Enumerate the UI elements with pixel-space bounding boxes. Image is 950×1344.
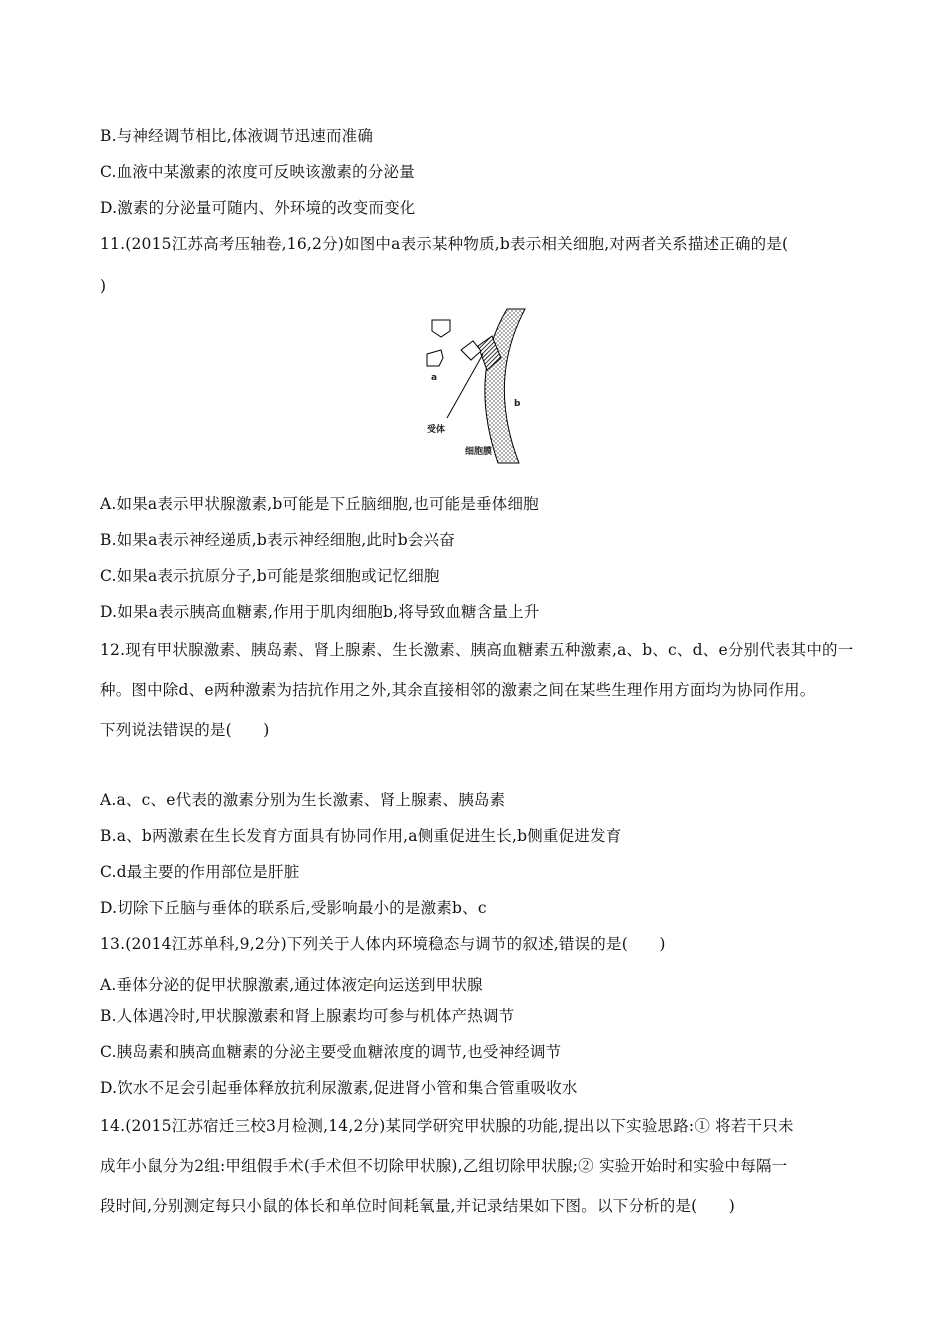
q13-option-c: C.胰岛素和胰高血糖素的分泌主要受血糖浓度的调节,也受神经调节 [100,1043,562,1061]
q13-option-a-part2: 向运送到甲状腺 [372,976,483,994]
label-membrane: 细胞膜 [465,447,493,457]
q12-stem-line3: 下列说法错误的是( ) [100,721,270,739]
q12-option-c: C.d最主要的作用部位是肝脏 [100,863,300,881]
q13-option-a-part1: A.垂体分泌的促甲状腺激素,通过体液定 [100,976,373,994]
q11-option-d: D.如果a表示胰高血糖素,作用于肌肉细胞b,将导致血糖含量上升 [100,603,540,621]
molecule-a-bound [461,341,481,360]
q11-stem-line2: ) [100,277,107,295]
cell-membrane-band [485,309,525,463]
q13-option-d: D.饮水不足会引起垂体释放抗利尿激素,促进肾小管和集合管重吸收水 [100,1079,578,1097]
q12-stem-line1: 12.现有甲状腺激素、胰岛素、肾上腺素、生长激素、胰高血糖素五种激素,a、b、c、d、e分别代表其中的一 [100,641,854,659]
q14-stem-line3: 段时间,分别测定每只小鼠的体长和单位时间耗氧量,并记录结果如下图。以下分析的是( ) [100,1197,736,1215]
molecule-a-upper [432,320,450,337]
q14-stem-line1: 14.(2015江苏宿迁三校3月检测,14,2分)某同学研究甲状腺的功能,提出以下实验思路:① 将若干只未 [100,1117,794,1135]
receptor-pointer-line [447,354,483,418]
q12-option-a: A.a、c、e代表的激素分别为生长激素、肾上腺素、胰岛素 [100,791,506,809]
receptor-diagram [415,306,535,466]
q10-option-b: B.与神经调节相比,体液调节迅速而准确 [100,127,374,145]
label-receptor: 受体 [427,425,446,435]
molecule-a-lower [427,350,443,366]
label-a: a [431,373,438,383]
receptor-membrane-figure [415,306,535,466]
q10-option-d: D.激素的分泌量可随内、外环境的改变而变化 [100,199,416,217]
q12-stem-line2: 种。图中除d、e两种激素为拮抗作用之外,其余直接相邻的激素之间在某些生理作用方面均为协同作用。 [100,681,816,699]
q14-stem-line2: 成年小鼠分为2组:甲组假手术(手术但不切除甲状腺),乙组切除甲状腺;② 实验开始时和实验中每隔一 [100,1157,788,1175]
q12-option-b: B.a、b两激素在生长发育方面具有协同作用,a侧重促进生长,b侧重促进发育 [100,827,622,845]
q11-option-c: C.如果a表示抗原分子,b可能是浆细胞或记忆细胞 [100,567,440,585]
q11-option-b: B.如果a表示神经递质,b表示神经细胞,此时b会兴奋 [100,531,455,549]
q11-stem-line1: 11.(2015江苏高考压轴卷,16,2分)如图中a表示某种物质,b表示相关细胞,对两者关系描述正确的是( [100,235,789,253]
q12-option-d: D.切除下丘脑与垂体的联系后,受影响最小的是激素b、c [100,899,487,917]
q13-stem: 13.(2014江苏单科,9,2分)下列关于人体内环境稳态与调节的叙述,错误的是( ) [100,935,666,953]
q13-option-a [100,970,483,995]
q10-option-c: C.血液中某激素的浓度可反映该激素的分泌量 [100,163,415,181]
q13-option-b: B.人体遇冷时,甲状腺激素和肾上腺素均可参与机体产热调节 [100,1007,515,1025]
q11-option-a: A.如果a表示甲状腺激素,b可能是下丘脑细胞,也可能是垂体细胞 [100,495,539,513]
label-b: b [514,399,521,409]
